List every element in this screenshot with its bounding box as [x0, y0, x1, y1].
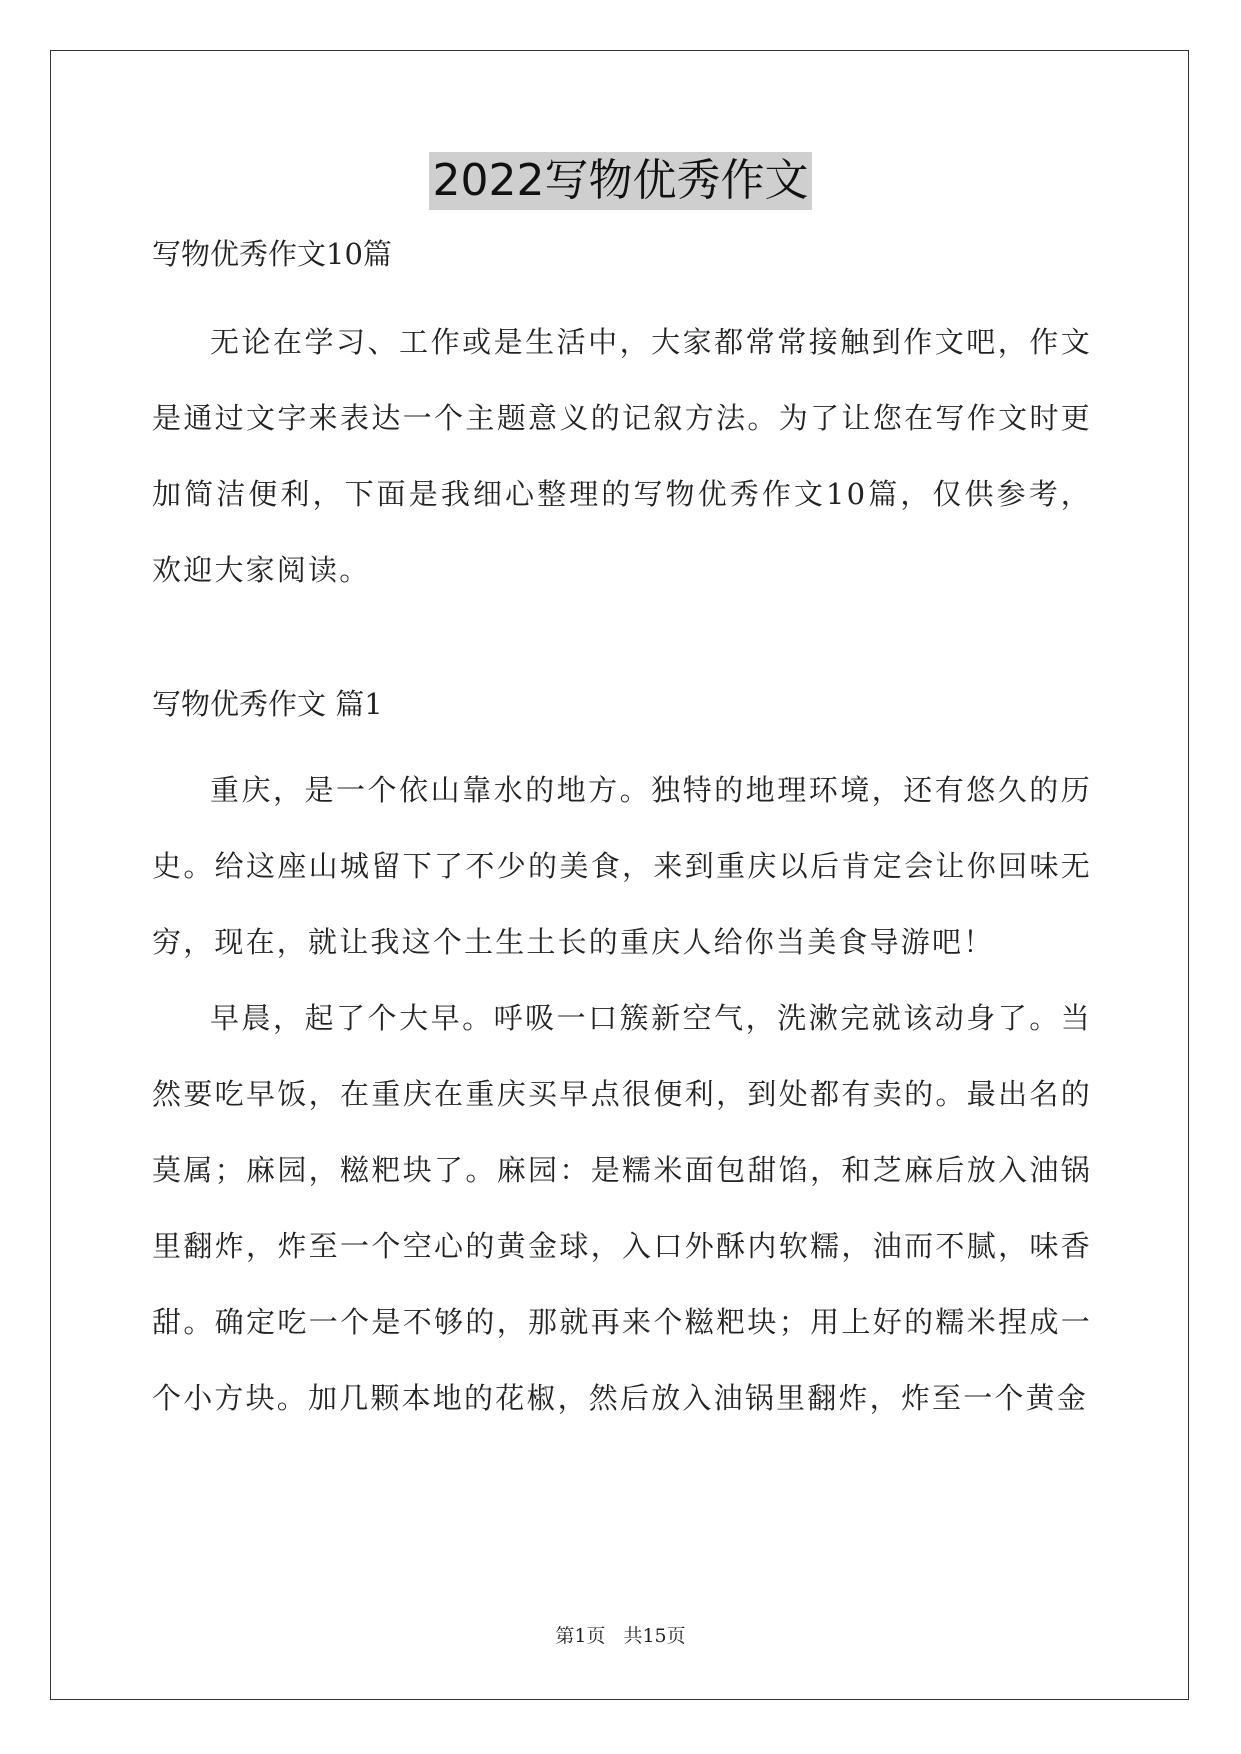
document-title: 2022写物优秀作文: [429, 152, 813, 210]
page-footer: [0, 1621, 1241, 1648]
document-subtitle: 写物优秀作文10篇: [152, 237, 392, 271]
intro-paragraph: 无论在学习、工作或是生活中，大家都常常接触到作文吧，作文是通过文字来表达一个主题意义的记叙方法。为了让您在写作文时更加简洁便利，下面是我细心整理的写物优秀作文10篇，仅供参考，欢迎大家阅读。: [152, 325, 1092, 587]
document-body: [152, 232, 1092, 1436]
body-paragraph-2: 早晨，起了个大早。呼吸一口簇新空气，洗漱完就该动身了。当然要吃早饭，在重庆在重庆买早点很便利，到处都有卖的。最出名的莫属；麻园，糍粑块了。麻园：是糯米面包甜馅，和芝麻后放入油锅里翻炸，炸至一个空心的黄金球，入口外酥内软糯，油而不腻，味香甜。确定吃一个是不够的，那就再来个糍粑块；用上好的糯米捏成一个小方块。加几颗本地的花椒，然后放入油锅里翻炸，炸至一个黄金: [152, 1001, 1092, 1415]
section-heading: 写物优秀作文 篇1: [152, 687, 383, 721]
page-number: 第1页: [555, 1625, 606, 1647]
document-title-wrapper: [0, 152, 1241, 210]
body-paragraph-1: 重庆，是一个依山靠水的地方。独特的地理环境，还有悠久的历史。给这座山城留下了不少的美食，来到重庆以后肯定会让你回味无穷，现在，就让我这个土生土长的重庆人给你当美食导游吧！: [152, 773, 1092, 959]
page-total: 共15页: [623, 1625, 686, 1647]
